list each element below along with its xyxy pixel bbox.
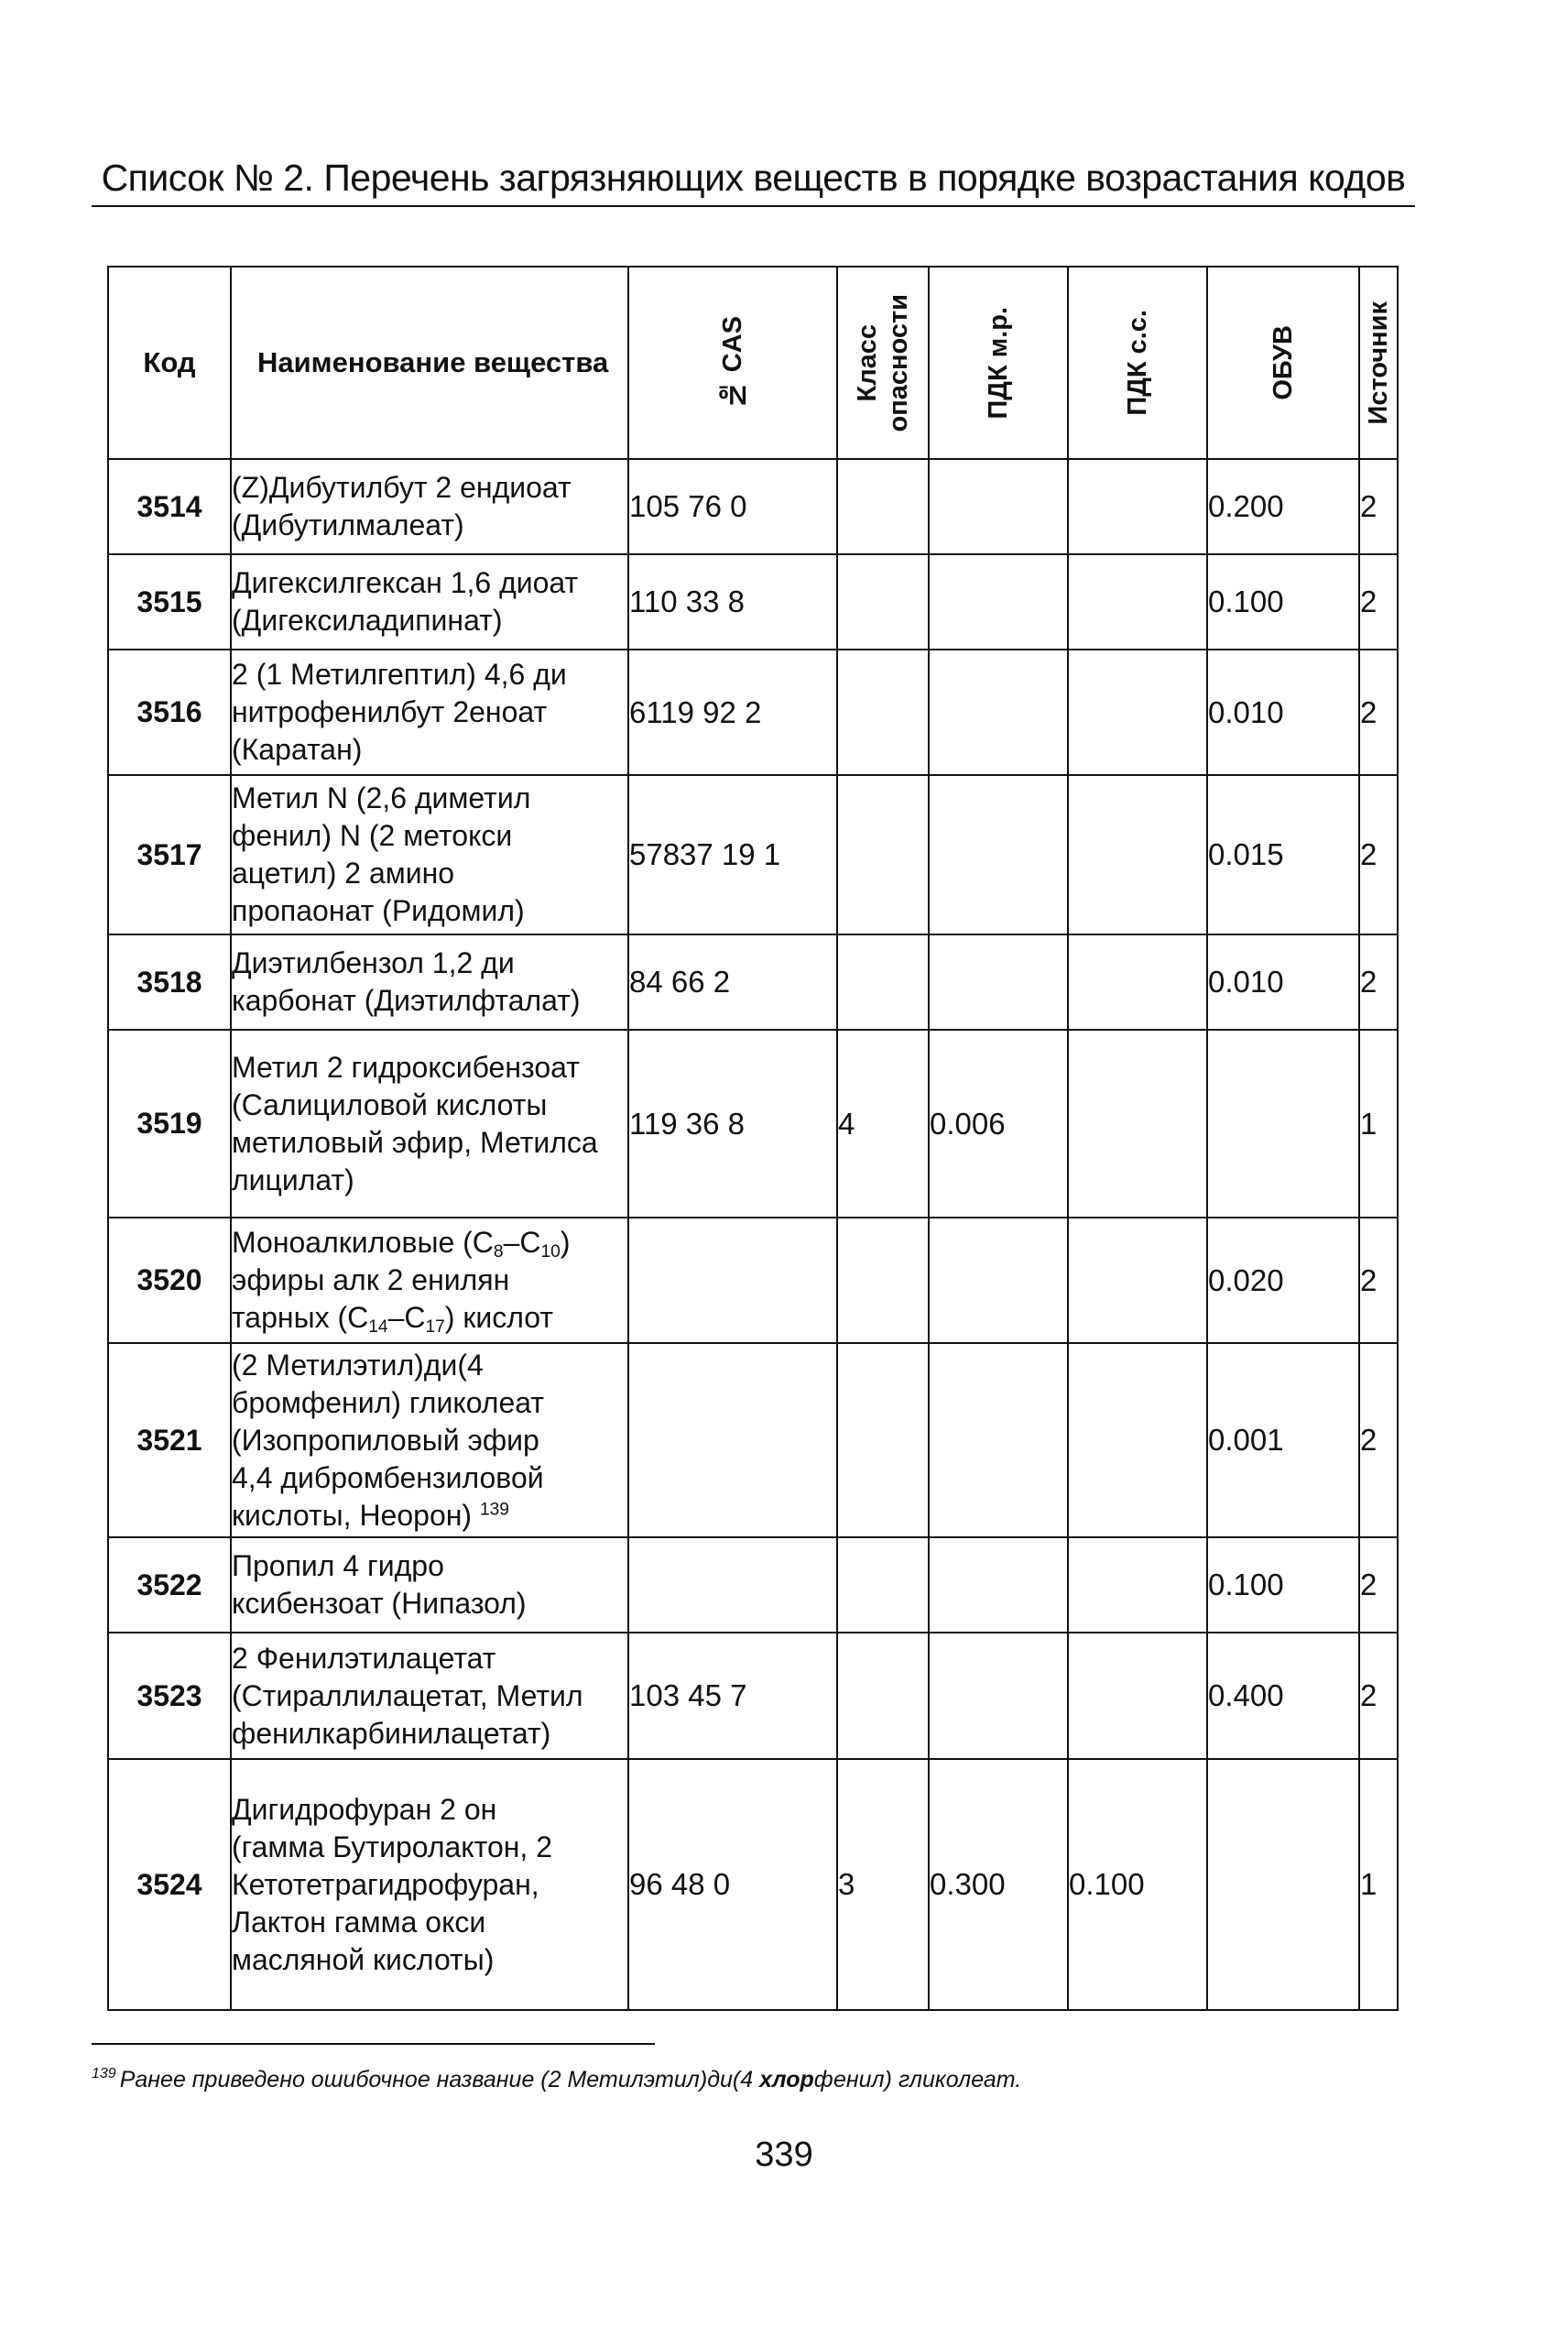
pdk-mr-value: 0.006 — [929, 1030, 1068, 1218]
footnote-mark: 139 — [92, 2066, 116, 2081]
cas-number: 110 33 8 — [628, 554, 837, 650]
name-text: (Z)Дибутилбут 2 ендиоат (Дибутилмалеат) — [232, 471, 572, 541]
pdk-ss-value — [1068, 459, 1207, 554]
substance-name — [231, 1633, 628, 1759]
footnote — [92, 2059, 1410, 2094]
obuv-value: 0.001 — [1207, 1343, 1359, 1537]
source-value: 2 — [1359, 554, 1398, 650]
table-row — [108, 1759, 1398, 2010]
table-body — [108, 459, 1398, 2010]
obuv-value: 0.010 — [1207, 934, 1359, 1030]
name-subscript: 10 — [540, 1241, 561, 1262]
source-value: 1 — [1359, 1759, 1398, 2010]
table-row — [108, 934, 1398, 1030]
pdk-mr-value — [929, 1537, 1068, 1633]
pdk-ss-value: 0.100 — [1068, 1759, 1207, 2010]
cas-number — [628, 1537, 837, 1633]
substance-name — [231, 1537, 628, 1633]
cas-number: 96 48 0 — [628, 1759, 837, 2010]
name-subscript: 14 — [368, 1316, 388, 1337]
substance-name — [231, 1218, 628, 1343]
table-row — [108, 1633, 1398, 1759]
name-fragment: ) кислот — [444, 1301, 554, 1334]
table-row — [108, 1218, 1398, 1343]
name-text: 2 Фенилэтилацетат (Стираллилацетат, Метил фенилкарбинилацетат) — [232, 1641, 583, 1750]
obuv-value — [1207, 1759, 1359, 2010]
footnote-rule — [92, 2043, 655, 2045]
pdk-mr-value — [929, 1218, 1068, 1343]
footnote-bold-word: хлор — [759, 2067, 814, 2092]
source-header-label: Источник — [1364, 300, 1393, 425]
obuv-header-label: ОБУВ — [1269, 325, 1298, 400]
source-value: 2 — [1359, 1218, 1398, 1343]
cas-number: 103 45 7 — [628, 1633, 837, 1759]
substance-name — [231, 1343, 628, 1537]
substance-code: 3522 — [108, 1537, 231, 1633]
footnote-reference: 139 — [479, 1499, 509, 1519]
pdk-mr-value — [929, 1343, 1068, 1537]
column-header-pdk-mr — [929, 267, 1068, 459]
source-value: 2 — [1359, 1633, 1398, 1759]
pdk-ss-value — [1068, 1633, 1207, 1759]
obuv-value: 0.400 — [1207, 1633, 1359, 1759]
cas-header-label: № CAS — [718, 316, 747, 410]
obuv-value: 0.010 — [1207, 650, 1359, 775]
substance-code: 3519 — [108, 1030, 231, 1218]
name-text: 2 (1 Метилгептил) 4,6 ди нитрофенилбут 2еноат (Каратан) — [232, 658, 567, 766]
cas-number — [628, 1343, 837, 1537]
substance-code: 3521 — [108, 1343, 231, 1537]
table-row — [108, 650, 1398, 775]
column-header-obuv — [1207, 267, 1359, 459]
name-text: Метил 2 гидроксибензоат (Салициловой кислоты метиловый эфир, Метилса лицилат) — [232, 1050, 598, 1196]
source-value: 2 — [1359, 934, 1398, 1030]
page-number: 339 — [755, 2136, 813, 2174]
hazard-class — [837, 650, 929, 775]
pdk-ss-value — [1068, 554, 1207, 650]
table-row — [108, 775, 1398, 934]
source-value: 2 — [1359, 1537, 1398, 1633]
pdk-mr-value — [929, 554, 1068, 650]
pdk-ss-value — [1068, 1218, 1207, 1343]
column-header-pdk-ss — [1068, 267, 1207, 459]
cas-number: 119 36 8 — [628, 1030, 837, 1218]
substance-code: 3524 — [108, 1759, 231, 2010]
name-text: Диэтилбензол 1,2 ди карбонат (Диэтилфталат) — [232, 946, 581, 1017]
hazard-class — [837, 1218, 929, 1343]
substance-code: 3515 — [108, 554, 231, 650]
pdk-mr-value: 0.300 — [929, 1759, 1068, 2010]
column-header-cas — [628, 267, 837, 459]
hazard-class — [837, 1537, 929, 1633]
substance-name — [231, 459, 628, 554]
name-text: (2 Метилэтил)ди(4 бромфенил) гликолеат (Изопропиловый эфир 4,4 дибромбензиловой кислоты, Неорон) — [232, 1348, 544, 1532]
name-subscript: 8 — [493, 1241, 504, 1262]
pdk-ss-value — [1068, 1537, 1207, 1633]
pdk-mr-value — [929, 650, 1068, 775]
hazard-class: 3 — [837, 1759, 929, 2010]
pdk-mr-value — [929, 459, 1068, 554]
footnote-text-after: фенил) гликолеат. — [813, 2067, 1022, 2092]
column-header-name: Наименование вещества — [231, 267, 628, 459]
obuv-value: 0.100 — [1207, 1537, 1359, 1633]
name-text: Пропил 4 гидро ксибензоат (Нипазол) — [232, 1549, 527, 1620]
substance-code: 3523 — [108, 1633, 231, 1759]
pdk-ss-value — [1068, 650, 1207, 775]
hazard-class — [837, 1633, 929, 1759]
table-row — [108, 1537, 1398, 1633]
obuv-value: 0.020 — [1207, 1218, 1359, 1343]
substance-code: 3517 — [108, 775, 231, 934]
pdk-ss-value — [1068, 1030, 1207, 1218]
obuv-value: 0.100 — [1207, 554, 1359, 650]
name-fragment: –C — [503, 1226, 541, 1259]
substance-name — [231, 934, 628, 1030]
cas-number: 84 66 2 — [628, 934, 837, 1030]
hazard-class-header-label: Класс опасности — [853, 293, 913, 432]
substance-code: 3520 — [108, 1218, 231, 1343]
source-value: 2 — [1359, 775, 1398, 934]
footnote-text-before: Ранее приведено ошибочное название (2 Метилэтил)ди(4 — [119, 2067, 760, 2092]
pdk-ss-value — [1068, 934, 1207, 1030]
table-row — [108, 459, 1398, 554]
pdk-mr-header-label: ПДК м.р. — [984, 306, 1013, 420]
name-text: Дигексилгексан 1,6 диоат (Дигексиладипинат) — [232, 566, 579, 637]
name-text: Дигидрофуран 2 он (гамма Бутиролактон, 2 Кетотетрагидрофуран, Лактон гамма окси масляной кислоты) — [232, 1792, 552, 1976]
table-row — [108, 1343, 1398, 1537]
hazard-class — [837, 934, 929, 1030]
source-value: 2 — [1359, 1343, 1398, 1537]
name-fragment: ) эфиры алк 2 енилян тарных (C — [232, 1226, 571, 1334]
source-value: 1 — [1359, 1030, 1398, 1218]
cas-number — [628, 1218, 837, 1343]
pdk-mr-value — [929, 934, 1068, 1030]
hazard-class: 4 — [837, 1030, 929, 1218]
table-row — [108, 1030, 1398, 1218]
pdk-ss-value — [1068, 1343, 1207, 1537]
substance-name — [231, 650, 628, 775]
pdk-ss-header-label: ПДК с.с. — [1123, 310, 1152, 416]
page-header: Список № 2. Перечень загрязняющих веществ в порядке возрастания кодов — [101, 157, 1406, 199]
hazard-class — [837, 459, 929, 554]
substance-code: 3518 — [108, 934, 231, 1030]
table-header-row — [108, 267, 1398, 459]
hazard-class — [837, 554, 929, 650]
source-value: 2 — [1359, 650, 1398, 775]
substance-name — [231, 554, 628, 650]
substance-name — [231, 775, 628, 934]
pdk-ss-value — [1068, 775, 1207, 934]
cas-number: 6119 92 2 — [628, 650, 837, 775]
substance-code: 3514 — [108, 459, 231, 554]
name-fragment: –C — [387, 1301, 426, 1334]
name-subscript: 17 — [425, 1316, 445, 1337]
hazard-class — [837, 775, 929, 934]
substance-code: 3516 — [108, 650, 231, 775]
column-header-hazard-class — [837, 267, 929, 459]
cas-number: 57837 19 1 — [628, 775, 837, 934]
table-row — [108, 554, 1398, 650]
name-text: Метил N (2,6 диметил фенил) N (2 метокси ацетил) 2 амино пропаонат (Ридомил) — [232, 781, 531, 927]
source-value: 2 — [1359, 459, 1398, 554]
column-header-code: Код — [108, 267, 231, 459]
obuv-value — [1207, 1030, 1359, 1218]
hazard-class — [837, 1343, 929, 1537]
substance-name — [231, 1030, 628, 1218]
substance-name — [231, 1759, 628, 2010]
obuv-value: 0.200 — [1207, 459, 1359, 554]
cas-number: 105 76 0 — [628, 459, 837, 554]
header-rule — [92, 205, 1415, 207]
substances-table — [107, 266, 1399, 2011]
column-header-source — [1359, 267, 1398, 459]
name-fragment: Моноалкиловые (C — [232, 1226, 494, 1259]
pdk-mr-value — [929, 1633, 1068, 1759]
pdk-mr-value — [929, 775, 1068, 934]
obuv-value: 0.015 — [1207, 775, 1359, 934]
